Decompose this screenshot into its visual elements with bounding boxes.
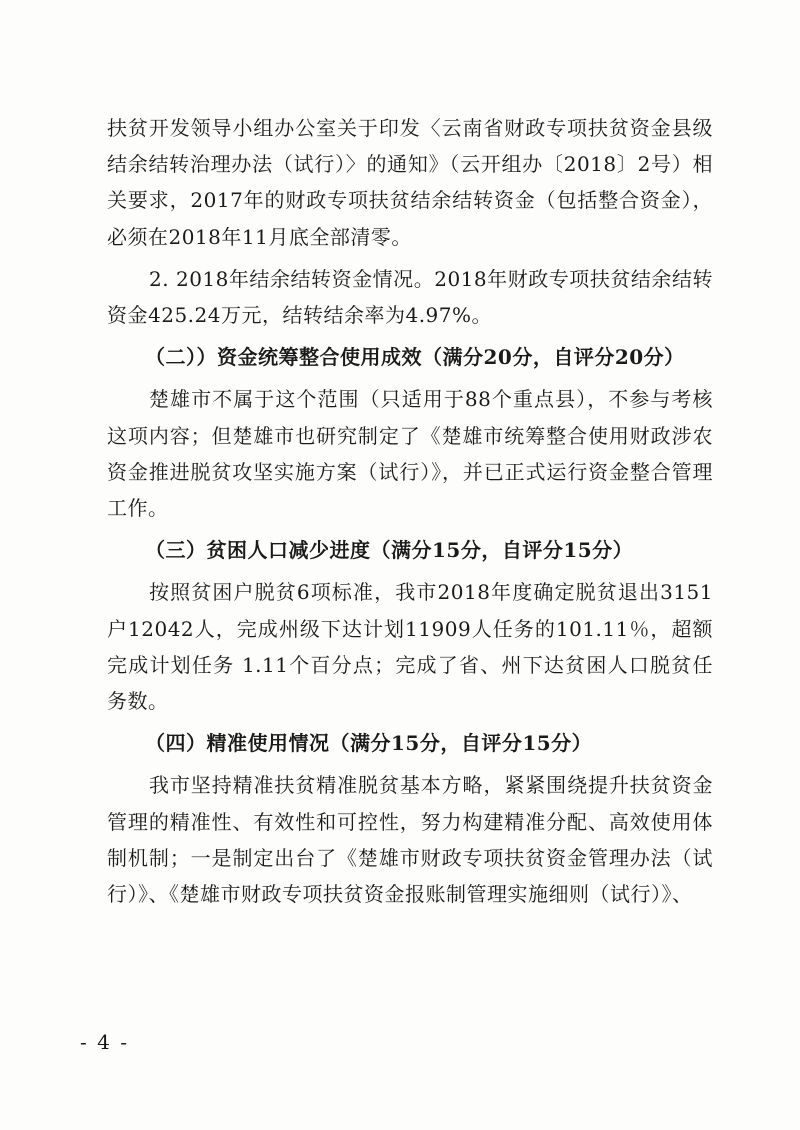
section-heading-4: （四）精准使用情况（满分15分，自评分15分）: [145, 731, 593, 756]
paragraph-poverty-reduction: 按照贫困户脱贫6项标准，我市2018年度确定脱贫退出3151户12042人，完成州级下达计划11909人任务的101.11％，超额完成计划任务 1.11个百分点；完成了省、州下达贫困人口脱贫任务数。: [107, 580, 713, 714]
paragraph-notice-continuation: 扶贫开发领导小组办公室关于印发〈云南省财政专项扶贫资金县级结余结转治理办法（试行）〉的通知》（云开组办〔2018〕2号）相关要求，2017年的财政专项扶贫结余结转资金（包括整合资金），必须在2018年11月底全部清零。: [107, 116, 713, 249]
paragraph-precise-use: 我市坚持精准扶贫精准脱贫基本方略，紧紧围绕提升扶贫资金管理的精准性、有效性和可控性，努力构建精准分配、高效使用体制机制；一是制定出台了《楚雄市财政专项扶贫资金管理办法（试行）》、《楚雄市财政专项扶贫资金报账制管理实施细则（试行）》、: [107, 773, 713, 907]
page-number: - 4 -: [80, 1030, 129, 1054]
document-body: [107, 110, 713, 912]
paragraph-integration: 楚雄市不属于这个范围（只适用于88个重点县），不参与考核这项内容；但楚雄市也研究制定了《楚雄市统筹整合使用财政涉农资金推进脱贫攻坚实施方案（试行）》，并已正式运行资金整合管理工作。: [107, 387, 713, 521]
section-heading-2: （二））资金统筹整合使用成效（满分20分，自评分20分）: [145, 345, 685, 370]
paragraph-2018-carryover: 2. 2018年结余结转资金情况。2018年财政专项扶贫结余结转资金425.24万元，结转结余率为4.97%。: [107, 266, 713, 328]
section-heading-3: （三）贫困人口减少进度（满分15分，自评分15分）: [145, 538, 634, 563]
